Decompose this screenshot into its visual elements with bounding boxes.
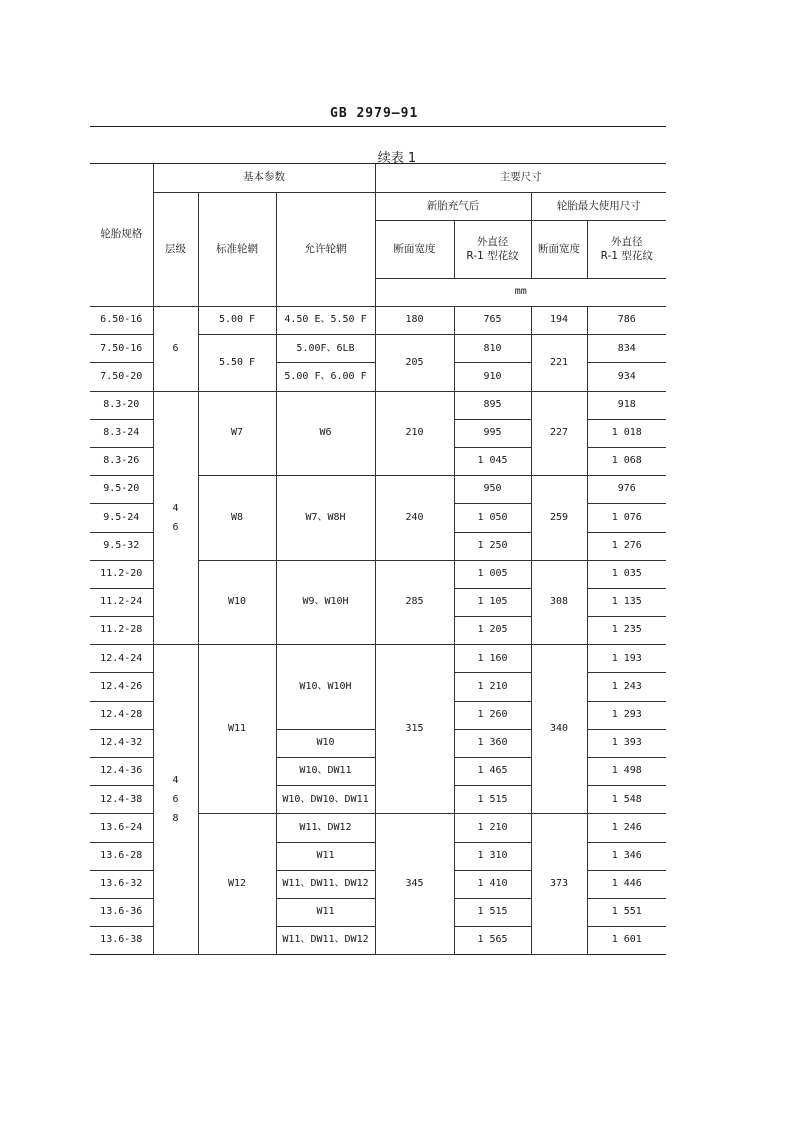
cell-outer-dia-new: 1 050 (454, 504, 531, 532)
cell-allowed-rim: W9、W10H (276, 560, 375, 645)
cell-outer-dia-max: 1 446 (587, 870, 666, 898)
cell-std-rim: W11 (198, 645, 276, 814)
cell-tire-spec: 11.2-24 (90, 588, 153, 616)
cell-outer-dia-new: 1 410 (454, 870, 531, 898)
cell-outer-dia-max: 1 076 (587, 504, 666, 532)
header-outer-dia-max (587, 221, 666, 279)
cell-outer-dia-new: 1 250 (454, 532, 531, 560)
cell-outer-dia-new: 995 (454, 419, 531, 447)
header-outer-dia-new-label: 外直径 (476, 236, 509, 249)
cell-outer-dia-new: 765 (454, 307, 531, 335)
cell-allowed-rim: W10 (276, 729, 375, 757)
cell-ply: 4 6 8 (153, 645, 198, 955)
cell-outer-dia-new: 1 105 (454, 588, 531, 616)
cell-tire-spec: 12.4-26 (90, 673, 153, 701)
cell-section-width-max: 259 (531, 476, 587, 561)
cell-outer-dia-new: 1 210 (454, 673, 531, 701)
cell-tire-spec: 13.6-36 (90, 898, 153, 926)
cell-outer-dia-new: 1 045 (454, 447, 531, 475)
document-code: GB 2979—91 (330, 106, 419, 121)
cell-tire-spec: 7.50-20 (90, 363, 153, 391)
cell-outer-dia-new: 1 160 (454, 645, 531, 673)
tire-spec-table (90, 163, 666, 955)
cell-section-width-max: 308 (531, 560, 587, 645)
cell-outer-dia-new: 1 465 (454, 758, 531, 786)
cell-outer-dia-max: 1 548 (587, 786, 666, 814)
cell-ply: 6 (153, 307, 198, 392)
cell-tire-spec: 12.4-24 (90, 645, 153, 673)
cell-allowed-rim: W10、W10H (276, 645, 375, 730)
cell-tire-spec: 11.2-28 (90, 617, 153, 645)
cell-section-width-max: 373 (531, 814, 587, 955)
cell-outer-dia-max: 1 193 (587, 645, 666, 673)
cell-outer-dia-max: 918 (587, 391, 666, 419)
cell-allowed-rim: W10、DW11 (276, 758, 375, 786)
header-rule (90, 126, 666, 127)
header-ply: 层级 (153, 193, 198, 307)
cell-allowed-rim: W11、DW11、DW12 (276, 927, 375, 955)
table-row (90, 391, 666, 419)
header-max-service: 轮胎最大使用尺寸 (531, 193, 666, 221)
cell-tire-spec: 12.4-32 (90, 729, 153, 757)
cell-outer-dia-new: 1 310 (454, 842, 531, 870)
cell-tire-spec: 12.4-38 (90, 786, 153, 814)
cell-section-width-new: 345 (375, 814, 454, 955)
table-row (90, 307, 666, 335)
cell-allowed-rim: 5.00F、6LB (276, 335, 375, 363)
header-outer-dia-new-note: R-1 型花纹 (466, 249, 519, 262)
cell-tire-spec: 8.3-20 (90, 391, 153, 419)
cell-tire-spec: 7.50-16 (90, 335, 153, 363)
cell-tire-spec: 11.2-20 (90, 560, 153, 588)
cell-section-width-new: 205 (375, 335, 454, 391)
cell-outer-dia-max: 1 601 (587, 927, 666, 955)
cell-allowed-rim: W11、DW11、DW12 (276, 870, 375, 898)
table-caption: 续表 1 (377, 151, 417, 166)
cell-outer-dia-new: 910 (454, 363, 531, 391)
cell-outer-dia-new: 950 (454, 476, 531, 504)
cell-section-width-new: 240 (375, 476, 454, 561)
cell-std-rim: W10 (198, 560, 276, 645)
cell-tire-spec: 6.50-16 (90, 307, 153, 335)
cell-outer-dia-max: 1 035 (587, 560, 666, 588)
cell-outer-dia-new: 1 360 (454, 729, 531, 757)
cell-std-rim: 5.00 F (198, 307, 276, 335)
header-std-rim: 标准轮辋 (198, 193, 276, 307)
cell-outer-dia-max: 1 393 (587, 729, 666, 757)
cell-allowed-rim: W7、W8H (276, 476, 375, 561)
cell-outer-dia-max: 1 276 (587, 532, 666, 560)
cell-std-rim: W12 (198, 814, 276, 955)
cell-outer-dia-max: 786 (587, 307, 666, 335)
cell-allowed-rim: W6 (276, 391, 375, 476)
cell-outer-dia-max: 1 498 (587, 758, 666, 786)
header-outer-dia-new (454, 221, 531, 279)
cell-tire-spec: 8.3-24 (90, 419, 153, 447)
cell-outer-dia-new: 1 515 (454, 898, 531, 926)
cell-section-width-max: 221 (531, 335, 587, 391)
cell-tire-spec: 13.6-32 (90, 870, 153, 898)
cell-outer-dia-max: 1 135 (587, 588, 666, 616)
table-row (90, 645, 666, 673)
cell-outer-dia-max: 1 018 (587, 419, 666, 447)
cell-ply: 4 6 (153, 391, 198, 645)
cell-outer-dia-max: 976 (587, 476, 666, 504)
cell-tire-spec: 13.6-28 (90, 842, 153, 870)
cell-section-width-new: 315 (375, 645, 454, 814)
cell-tire-spec: 13.6-24 (90, 814, 153, 842)
header-unit: mm (375, 279, 666, 307)
cell-outer-dia-max: 1 551 (587, 898, 666, 926)
cell-tire-spec: 8.3-26 (90, 447, 153, 475)
cell-outer-dia-max: 1 293 (587, 701, 666, 729)
cell-section-width-max: 194 (531, 307, 587, 335)
cell-allowed-rim: 5.00 F、6.00 F (276, 363, 375, 391)
cell-std-rim: W8 (198, 476, 276, 561)
cell-section-width-new: 210 (375, 391, 454, 476)
header-outer-dia-max-note: R-1 型花纹 (600, 249, 653, 262)
cell-tire-spec: 13.6-38 (90, 927, 153, 955)
cell-outer-dia-max: 1 235 (587, 617, 666, 645)
cell-outer-dia-new: 1 205 (454, 617, 531, 645)
cell-allowed-rim: W10、DW10、DW11 (276, 786, 375, 814)
cell-outer-dia-max: 1 243 (587, 673, 666, 701)
cell-tire-spec: 9.5-24 (90, 504, 153, 532)
cell-tire-spec: 9.5-32 (90, 532, 153, 560)
cell-outer-dia-new: 1 565 (454, 927, 531, 955)
cell-std-rim: 5.50 F (198, 335, 276, 391)
cell-outer-dia-new: 1 210 (454, 814, 531, 842)
header-allowed-rim: 允许轮辋 (276, 193, 375, 307)
cell-outer-dia-max: 934 (587, 363, 666, 391)
header-outer-dia-max-label: 外直径 (611, 236, 643, 249)
cell-allowed-rim: W11 (276, 842, 375, 870)
table-body (90, 307, 666, 955)
cell-outer-dia-new: 1 260 (454, 701, 531, 729)
cell-tire-spec: 9.5-20 (90, 476, 153, 504)
table-header (90, 164, 666, 307)
cell-outer-dia-max: 1 246 (587, 814, 666, 842)
header-section-width-max: 断面宽度 (531, 221, 587, 279)
cell-section-width-max: 340 (531, 645, 587, 814)
cell-allowed-rim: 4.50 E、5.50 F (276, 307, 375, 335)
cell-outer-dia-max: 834 (587, 335, 666, 363)
header-section-width-new: 断面宽度 (375, 221, 454, 279)
cell-outer-dia-new: 895 (454, 391, 531, 419)
cell-outer-dia-new: 1 515 (454, 786, 531, 814)
cell-tire-spec: 12.4-36 (90, 758, 153, 786)
cell-outer-dia-max: 1 068 (587, 447, 666, 475)
cell-tire-spec: 12.4-28 (90, 701, 153, 729)
header-main-dims: 主要尺寸 (375, 164, 666, 193)
cell-std-rim: W7 (198, 391, 276, 476)
header-basic-params: 基本参数 (153, 164, 375, 193)
cell-section-width-max: 227 (531, 391, 587, 476)
cell-section-width-new: 285 (375, 560, 454, 645)
cell-section-width-new: 180 (375, 307, 454, 335)
header-tire-spec: 轮胎规格 (90, 164, 153, 307)
cell-outer-dia-new: 1 005 (454, 560, 531, 588)
cell-allowed-rim: W11、DW12 (276, 814, 375, 842)
cell-outer-dia-max: 1 346 (587, 842, 666, 870)
header-new-tire: 新胎充气后 (375, 193, 531, 221)
cell-outer-dia-new: 810 (454, 335, 531, 363)
cell-allowed-rim: W11 (276, 898, 375, 926)
